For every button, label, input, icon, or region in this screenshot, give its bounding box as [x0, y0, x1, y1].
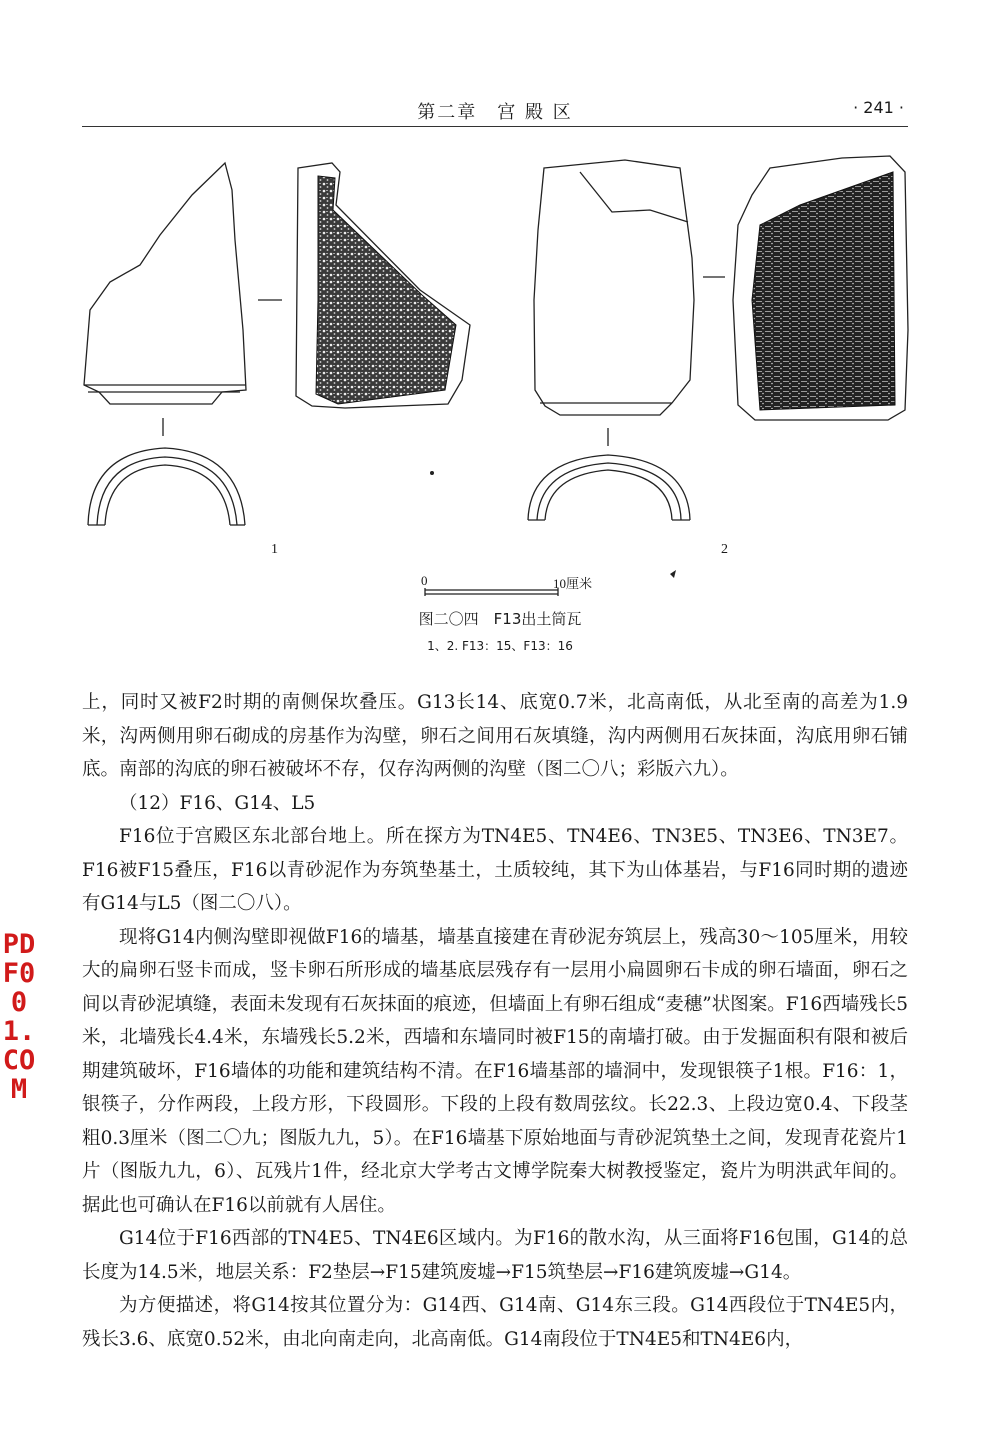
tile-2-profile: [534, 160, 694, 415]
scale-end-label: 10厘米: [553, 576, 593, 591]
scale-start-label: 0: [421, 573, 428, 588]
tile-1-profile: [84, 163, 246, 404]
figure-subcaption: 1、2. F13：15、F13：16: [427, 639, 573, 653]
tile-1-section: [88, 448, 245, 525]
page-number: · 241 ·: [853, 98, 904, 117]
body-text: [82, 686, 908, 1356]
tile-2-section: [528, 455, 690, 520]
paragraph-g14-wall: 现将G14内侧沟壁即视做F16的墙基，墙基直接建在青砂泥夯筑层上，残高30～105厘米，用较大的扁卵石竖卡而成，竖卡卵石所形成的墙基底层残存有一层用小扁圆卵石卡成的卵石墙面，卵石之间以青砂泥填缝，表面未发现有石灰抹面的痕迹，但墙面上有卵石组成“麦穗”状图案。F16西墙残长5米，北墙残长4.4米，东墙残长5.2米，西墙和东墙同时被F15的南墙打破。由于发掘面积有限和被后期建筑破坏，F16墙体的功能和建筑结构不清。在F16墙基部的墙洞中，发现银筷子1根。F16：1，银筷子，分作两段，上段方形，下段圆形。下段的上段有数周弦纹。长22.3、上段边宽0.4、下段茎粗0.3厘米（图二〇九；图版九九，5）。在F16墙基下原始地面与青砂泥筑垫土之间，发现青花瓷片1片（图版九九，6）、瓦残片1件，经北京大学考古文博学院秦大树教授鉴定，瓷片为明洪武年间的。据此也可确认在F16以前就有人居住。: [82, 926, 908, 1216]
paragraph-f16: F16位于宫殿区东北部台地上。所在探方为TN4E5、TN4E6、TN3E5、TN3E6、TN3E7。F16被F15叠压，F16以青砂泥作为夯筑垫基土，土质较纯，其下为山体基岩，与F16同时期的遗迹有G14与L5（图二〇八）。: [82, 826, 908, 914]
paragraph-g14-sections: 为方便描述，将G14按其位置分为：G14西、G14南、G14东三段。G14西段位于TN4E5内，残长3.6、底宽0.52米，由北向南走向，北高南低。G14南段位于TN4E5和TN4E6内，: [82, 1295, 908, 1350]
paragraph-continuation: 上，同时又被F2时期的南侧保坎叠压。G13长14、底宽0.7米，北高南低，从北至南的高差为1.9米，沟两侧用卵石砌成的房基作为沟壁，卵石之间用石灰填缝，沟内两侧用石灰抹面，沟底用卵石铺底。南部的沟底的卵石被破坏不存，仅存沟两侧的沟壁（图二〇八；彩版六九）。: [82, 692, 908, 780]
chapter-title: 第二章 宫 殿 区: [417, 102, 573, 123]
figure-item-label-2: 2: [721, 542, 728, 557]
scale-bar: [425, 588, 558, 596]
tile-1-rubbing: [296, 163, 470, 408]
figure-item-label-1: 1: [271, 542, 278, 557]
tile-drawing-figure: [0, 0, 1000, 600]
watermark: PDF001.COM: [2, 929, 36, 1105]
paragraph-g14: G14位于F16西部的TN4E5、TN4E6区域内。为F16的散水沟，从三面将F16包围，G14的总长度为14.5米，地层关系：F2垫层→F15建筑废墟→F15筑垫层→F16建筑废墟→G14。: [82, 1228, 908, 1283]
tile-2-rubbing: [733, 156, 908, 420]
figure-caption: 图二〇四 F13出土筒瓦: [418, 610, 582, 628]
section-heading: （12）F16、G14、L5: [119, 792, 316, 814]
